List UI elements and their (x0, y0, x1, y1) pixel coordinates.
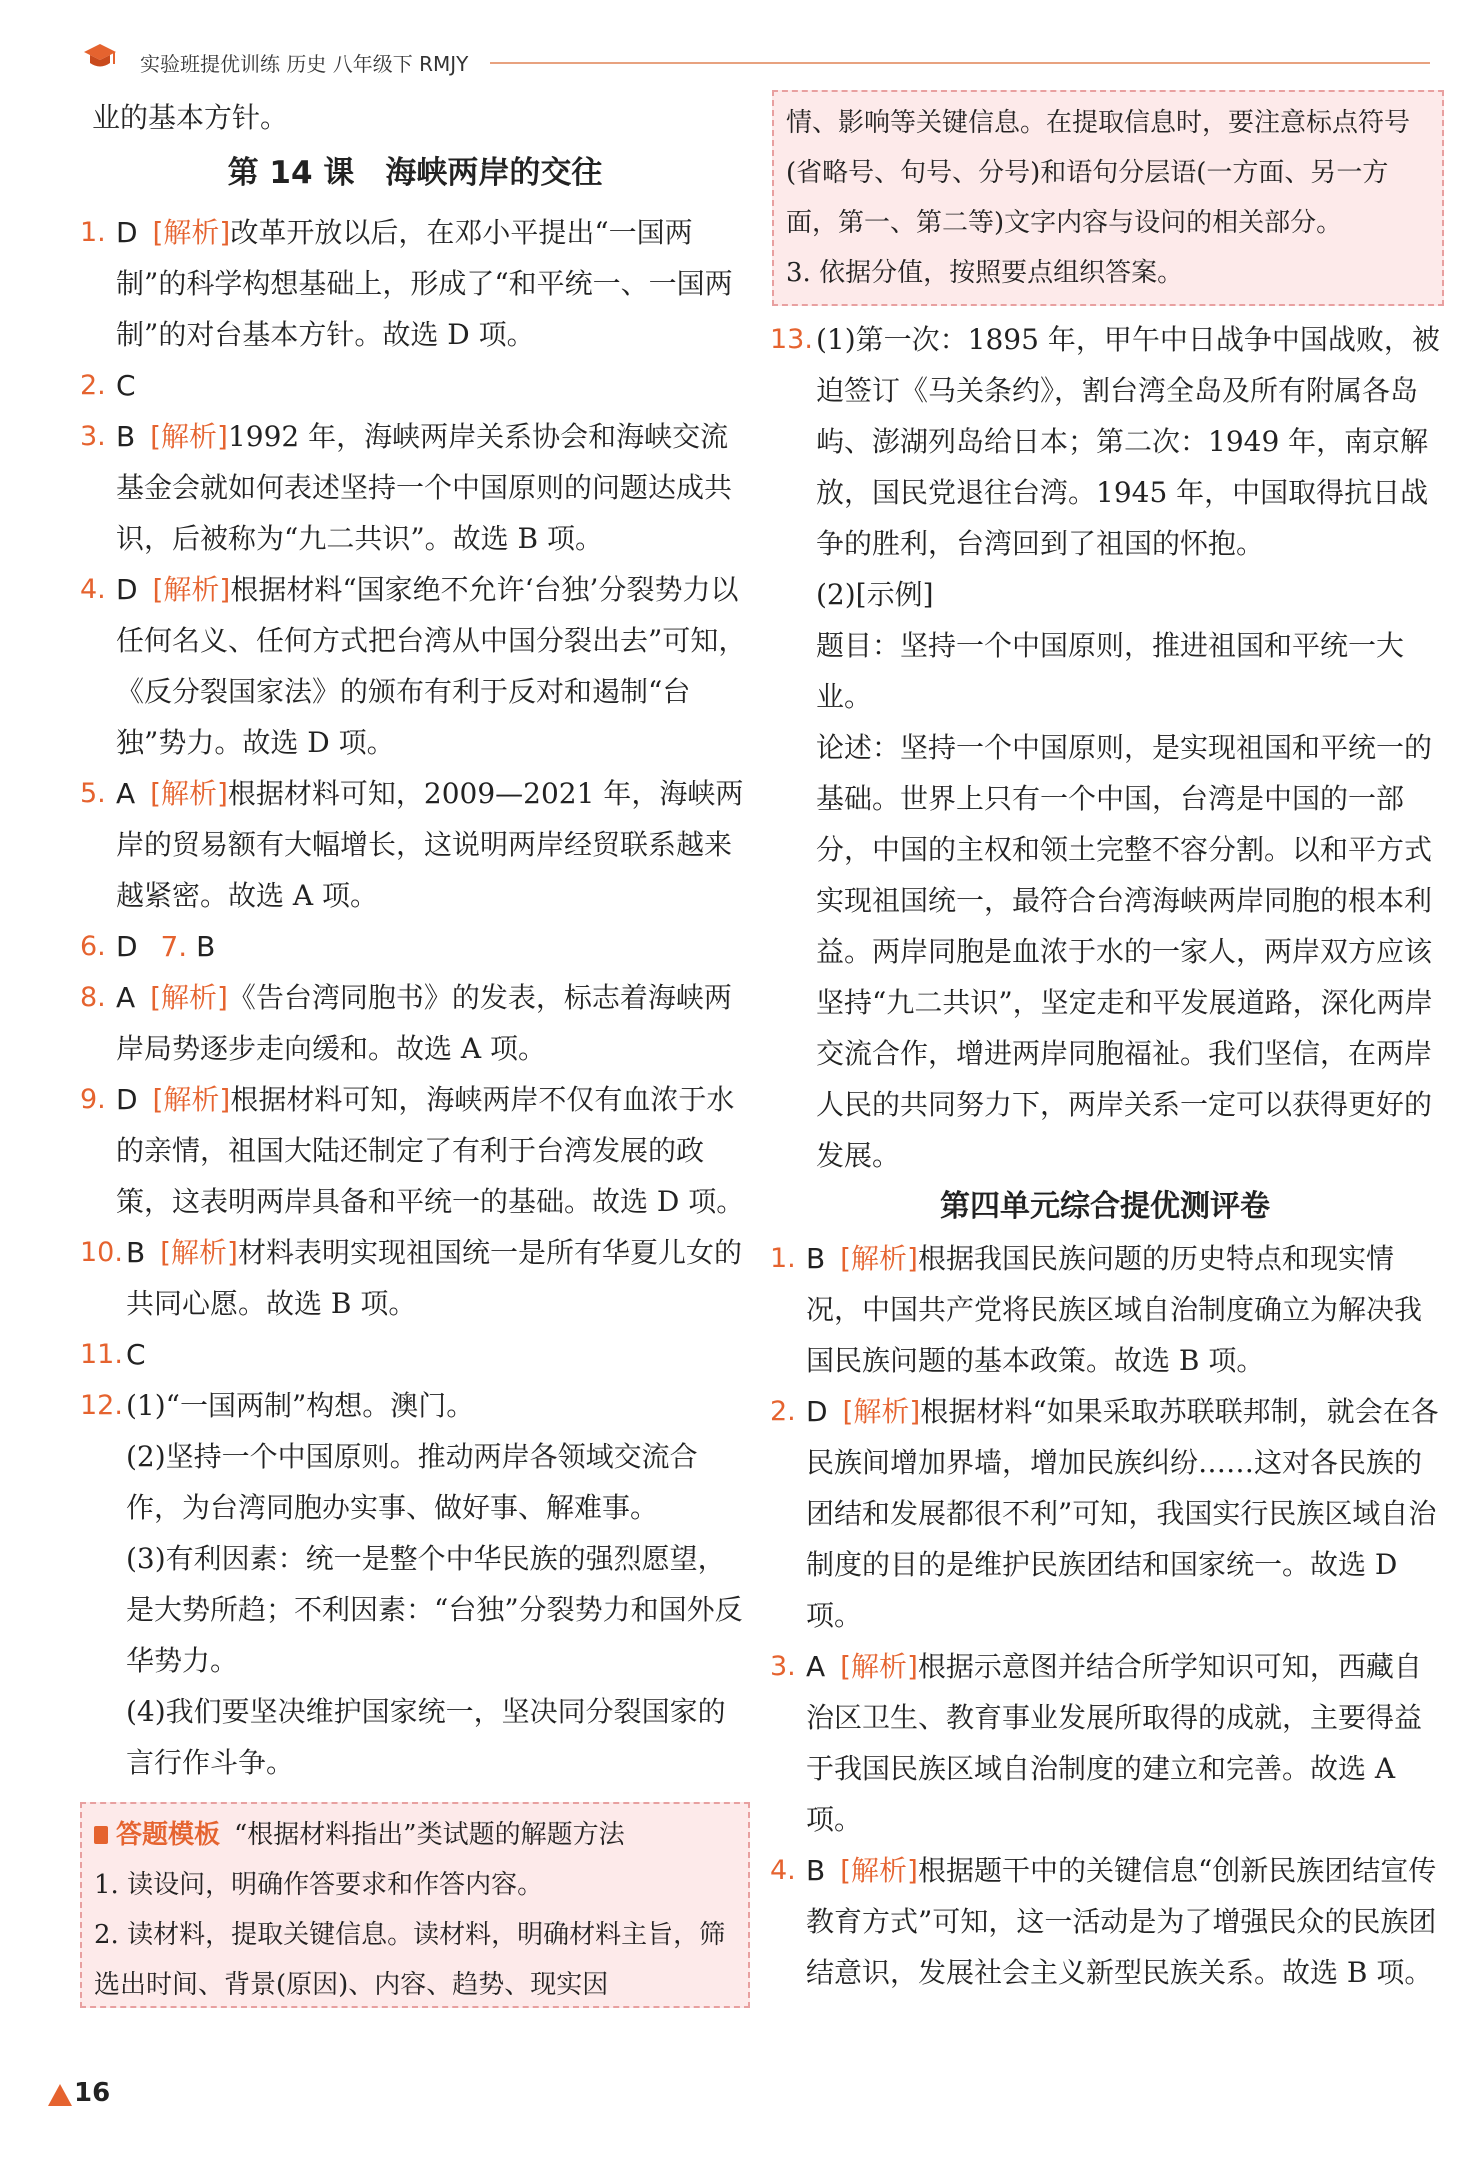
q12-part-2: (2)坚持一个中国原则。推动两岸各领域交流合作，为台湾同胞办实事、做好事、解难事。 (126, 1440, 698, 1524)
q13-part-1: (1)第一次：1895 年，甲午中日战争中国战败，被迫签订《马关条约》，割台湾全岛及所有附属各岛屿、澎湖列岛给日本；第二次：1949 年，南京解放，国民党退往台湾。1945 年，中国取得抗日战争的胜利，台湾回到了祖国的怀抱。 (816, 323, 1440, 560)
q13-topic: 题目：坚持一个中国原则，推进祖国和平统一大业。 (816, 629, 1405, 713)
answer-item-3: 3. B [解析]1992 年，海峡两岸关系协会和海峡交流基金会就如何表述坚持一个中国原则的问题达成共识，后被称为“九二共识”。故选 B 项。 (80, 420, 733, 555)
right-column (770, 92, 1440, 1998)
page-arrow-icon (48, 2084, 72, 2106)
template-icon (94, 1826, 108, 1844)
answer-item-5: 5. A [解析]根据材料可知，2009—2021 年，海峡两岸的贸易额有大幅增长，这说明两岸经贸联系越来越紧密。故选 A 项。 (80, 777, 744, 912)
template-line-1: 1. 读设问，明确作答要求和作答内容。 (94, 1870, 544, 1900)
unit-title: 第四单元综合提优测评卷 (940, 1189, 1270, 1224)
header-divider (490, 62, 1430, 64)
left-column (80, 92, 750, 2008)
header-title: 实验班提优训练 历史 八年级下 RMJY (140, 52, 469, 76)
template-title: “根据材料指出”类试题的解题方法 (234, 1820, 625, 1850)
answer-item-4: 4. D [解析]根据材料“国家绝不允许‘台独’分裂势力以任何名义、任何方式把台湾从中国分裂出去”可知，《反分裂国家法》的颁布有利于反对和遏制“台独”势力。故选 D 项。 (80, 573, 747, 759)
q13-argument: 论述：坚持一个中国原则，是实现祖国和平统一的基础。世界上只有一个中国，台湾是中国的一部分，中国的主权和领土完整不容分割。以和平方式实现祖国统一，最符合台湾海峡两岸同胞的根本利益。两岸同胞是血浓于水的一家人，两岸双方应该坚持“九二共识”，坚定走和平发展道路，深化两岸交流合作，增进两岸同胞福祉。我们坚信，在两岸人民的共同努力下，两岸关系一定可以获得更好的发展。 (816, 731, 1433, 1172)
answer-item-2: 2. C (80, 369, 136, 402)
q12-part-1: (1)“一国两制”构想。澳门。 (126, 1389, 475, 1422)
answer-item-11: 11. C (80, 1338, 146, 1371)
template-line-2: 2. 读材料，提取关键信息。读材料，明确材料主旨，筛选出时间、背景(原因)、内容、趋势、现实因 (94, 1920, 726, 2000)
answer-item-10: 10. B [解析]材料表明实现祖国统一是所有华夏儿女的共同心愿。故选 B 项。 (80, 1236, 742, 1320)
intro-line: 业的基本方针。 (92, 101, 289, 134)
lesson-title: 第 14 课 海峡两岸的交往 (227, 155, 603, 191)
answer-item-12: 12. (1)“一国两制”构想。澳门。 (2)坚持一个中国原则。推动两岸各领域交流合作，为台湾同胞办实事、做好事、解难事。 (3)有利因素：统一是整个中华民族的强烈愿望，是大势所趋；不利因素：“台独”分裂势力和国外反华势力。 (4)我们要坚决维护国家统一，坚决同分裂国家的言行作斗争。 (80, 1380, 750, 1788)
answer-item-13: 13. (1)第一次：1895 年，甲午中日战争中国战败，被迫签订《马关条约》，割台湾全岛及所有附属各岛屿、澎湖列岛给日本；第二次：1949 年，南京解放，国民党退往台湾。1945 年，中国取得抗日战争的胜利，台湾回到了祖国的怀抱。 (2)[示例] 题目：坚持一个中国原则，推进祖国和平统一大业。 论述：坚持一个中国原则，是实现祖国和平统一的基础。世界上只有一个中国，台湾是中国的一部分，中国的主权和领土完整不容分割。以和平方式实现祖国统一，最符合台湾海峡两岸同胞的根本利益。两岸同胞是血浓于水的一家人，两岸双方应该坚持“九二共识”，坚定走和平发展道路，深化两岸交流合作，增进两岸同胞福祉。我们坚信，在两岸人民的共同努力下，两岸关系一定可以获得更好的发展。 (770, 314, 1440, 1181)
template-tag: 答题模板 (116, 1820, 221, 1850)
unit-answer-item-1: 1. B [解析]根据我国民族问题的历史特点和现实情况，中国共产党将民族区域自治制度确立为解决我国民族问题的基本政策。故选 B 项。 (770, 1242, 1423, 1377)
q13-part-2: (2)[示例] (816, 578, 934, 611)
page-header (0, 0, 1466, 76)
unit-answer-item-4: 4. B [解析]根据题干中的关键信息“创新民族团结宣传教育方式”可知，这一活动是为了增强民众的民族团结意识，发展社会主义新型民族关系。故选 B 项。 (770, 1854, 1437, 1989)
graduation-cap-icon (82, 40, 118, 74)
answer-template-box-continued (772, 90, 1444, 306)
template-cont-line-2: 3. 依据分值，按照要点组织答案。 (786, 258, 1184, 288)
answer-item-6-7: 6. D 7. B (80, 930, 216, 963)
template-cont-line-1: 情、影响等关键信息。在提取信息时，要注意标点符号(省略号、句号、分号)和语句分层语(一方面、另一方面，第一、第二等)文字内容与设问的相关部分。 (786, 108, 1411, 238)
answer-item-8: 8. A [解析]《告台湾同胞书》的发表，标志着海峡两岸局势逐步走向缓和。故选 A 项。 (80, 981, 732, 1065)
q12-part-4: (4)我们要坚决维护国家统一，坚决同分裂国家的言行作斗争。 (126, 1695, 726, 1779)
unit-answer-item-3: 3. A [解析]根据示意图并结合所学知识可知，西藏自治区卫生、教育事业发展所取得的成就，主要得益于我国民族区域自治制度的建立和完善。故选 A 项。 (770, 1650, 1423, 1836)
unit-answer-item-2: 2. D [解析]根据材料“如果采取苏联联邦制，就会在各民族间增加界墙，增加民族纠纷……这对各民族的团结和发展都很不利”可知，我国实行民族区域自治制度的目的是维护民族团结和国家统一。故选 D 项。 (770, 1395, 1439, 1632)
page-number: 16 (48, 2078, 112, 2114)
answer-item-1: 1. D [解析]改革开放以后，在邓小平提出“一国两制”的科学构想基础上，形成了“和平统一、一国两制”的对台基本方针。故选 D 项。 (80, 216, 733, 351)
answer-template-box (80, 1802, 750, 2008)
q12-part-3: (3)有利因素：统一是整个中华民族的强烈愿望，是大势所趋；不利因素：“台独”分裂势力和国外反华势力。 (126, 1542, 743, 1677)
answer-item-9: 9. D [解析]根据材料可知，海峡两岸不仅有血浓于水的亲情，祖国大陆还制定了有利于台湾发展的政策，这表明两岸具备和平统一的基础。故选 D 项。 (80, 1083, 745, 1218)
